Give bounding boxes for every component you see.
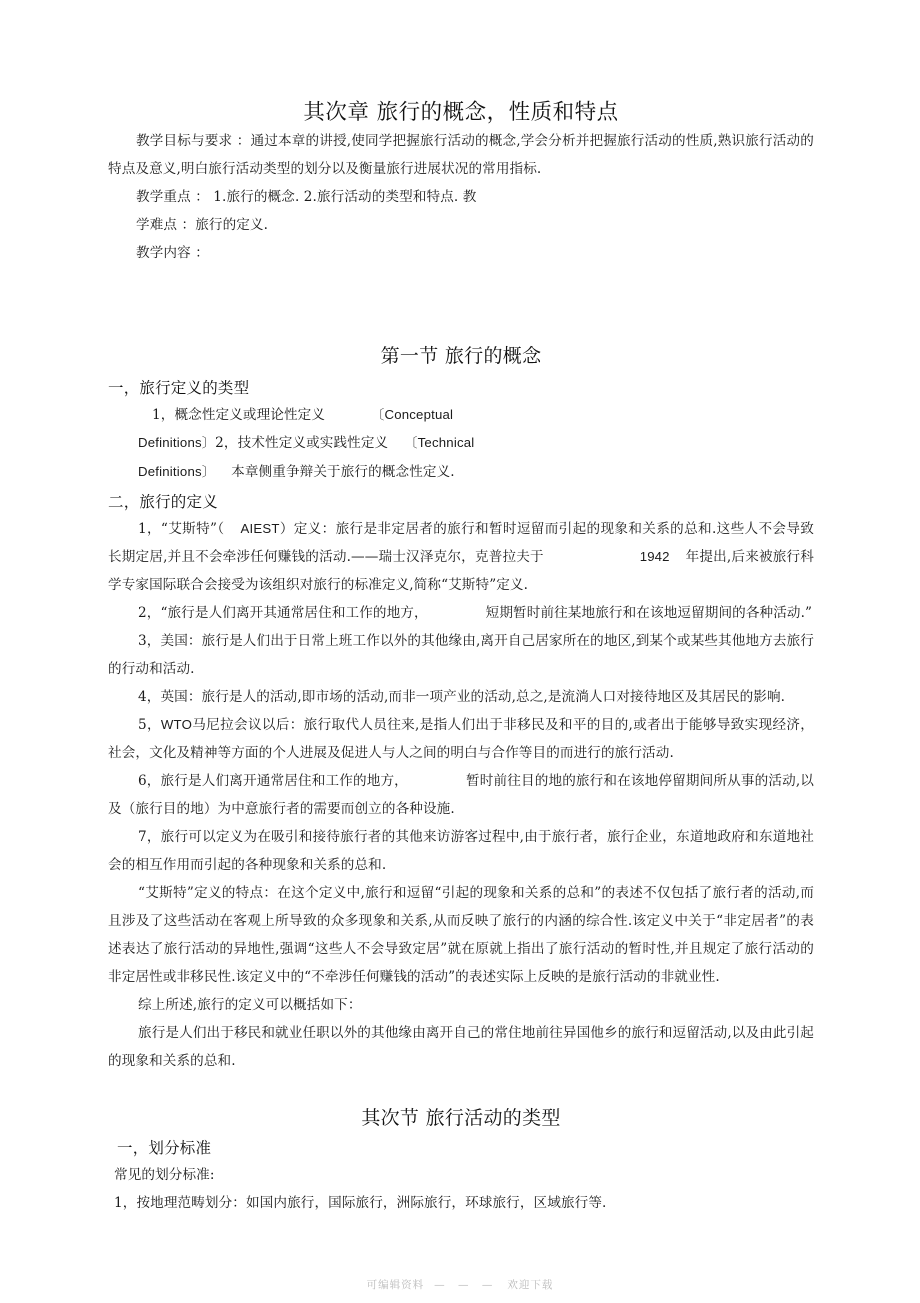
technical-bracket-close: Definitions〕: [138, 463, 216, 479]
wto-body: 马尼拉会议以后：旅行取代人员往来,是指人们出于非移民及和平的目的,或者出于能够导致实现经济，社会，文化及精神等方面的个人进展及促进人与人之间的明白与合作等目的而进行的旅行活动.: [108, 717, 814, 762]
paragraph-criteria-item-1: 1，按地理范畴划分：如国内旅行，国际旅行，洲际旅行，环球旅行，区域旅行等.: [114, 1194, 607, 1211]
wto-prefix: 5，: [138, 717, 161, 734]
paragraph-summary-body: 旅行是人们出于移民和就业任职以外的其他缘由离开自己的常住地前往异国他乡的旅行和逗留活动,以及由此引起的现象和关系的总和.: [108, 1025, 814, 1070]
definition-types-block: [108, 401, 814, 487]
subsection-heading-1-2: 二，旅行的定义: [108, 493, 218, 512]
section-title-1: 第一节 旅行的概念: [380, 345, 542, 368]
footer-left-text: 可编辑资料: [366, 1279, 425, 1291]
definition-item-2: [108, 599, 814, 627]
aiest-year: 1942: [639, 549, 670, 565]
technical-bracket-open: 〔Technical: [404, 435, 475, 451]
definition-item-wto: [108, 711, 814, 767]
spacer: [108, 267, 814, 301]
definition-item-uk: 4，英国：旅行是人的活动,即市场的活动,而非一项产业的活动,总之,是流淌人口对接待地区及其居民的影响.: [138, 689, 786, 706]
definition-item-7: 7，旅行可以定义为在吸引和接待旅行者的其他来访游客过程中,由于旅行者，旅行企业，东道地政府和东道地社会的相互作用而引起的各种现象和关系的总和.: [108, 829, 814, 874]
document-body: [108, 0, 814, 1217]
aiest-tail: 年提出,后来被旅行科学专家国际联合会接受为该组织对旅行的标准定义,简称“艾斯特”定义.: [108, 549, 814, 594]
definition-type-2-label: 2，技术性定义或实践性定义: [215, 435, 389, 452]
definition-6-body: 暂时前往目的地的旅行和在该地停留期间所从事的活动,以及（旅行目的地）为中意旅行者的需要而创立的各种设施.: [108, 773, 814, 818]
definition-6-prefix: 6，旅行是人们离开通常居住和工作的地方，: [138, 773, 408, 790]
subsection-heading-2-1: 一，划分标准: [117, 1138, 212, 1157]
wto-acronym: WTO: [160, 717, 193, 733]
section-title-2: 其次节 旅行活动的类型: [361, 1107, 561, 1130]
page-title: 其次章 旅行的概念，性质和特点: [303, 100, 619, 125]
paragraph-aiest-analysis: “艾斯特”定义的特点：在这个定义中,旅行和逗留“引起的现象和关系的总和”的表述不仅包括了旅行者的活动,而且涉及了这些活动在客观上所导致的众多现象和关系,从而反映了旅行的内涵的综合性.该定义中关于“非定居者”的表述表达了旅行活动的异地性,强调“这些人不会导致定居”就在原就上指出了旅行活动的暂时性,并且规定了旅行活动的非定居性或非移民性.该定义中的“不牵涉任何赚钱的活动”的表述实际上反映的是旅行活动的非就业性.: [108, 885, 814, 986]
paragraph-teaching-difficulty: 学难点 ：旅行的定义.: [136, 217, 269, 234]
aiest-acronym: AIEST: [240, 521, 280, 537]
paragraph-teaching-content: 教学内容 ：: [136, 245, 209, 262]
conceptual-bracket-open: 〔Conceptual: [371, 406, 454, 422]
definition-item-aiest: [108, 515, 814, 599]
aiest-body: ）定义：旅行是非定居者的旅行和暂时逗留而引起的现象和关系的总和.这些人不会导致长期定居,并且不会牵涉任何赚钱的活动.——瑞士汉泽克尔，克普拉夫于: [108, 521, 814, 566]
aiest-prefix: 1，“艾斯特”（: [138, 521, 225, 538]
footer-dashes: — — —: [434, 1279, 498, 1291]
definition-item-usa: 3，美国：旅行是人们出于日常上班工作以外的其他缘由,离开自己居家所在的地区,到某个或某些其他地方去旅行的行动和活动.: [108, 633, 814, 678]
definition-2-body: 短期暂时前往某地旅行和在该地逗留期间的各种活动.”: [485, 605, 813, 622]
definition-type-note: 本章侧重争辩关于旅行的概念性定义.: [231, 463, 455, 480]
paragraph-criteria-lead: 常见的划分标准:: [114, 1166, 215, 1183]
footer-right-text: 欢迎下载: [507, 1279, 554, 1291]
definition-item-6: [108, 767, 814, 823]
definition-type-1-label: 1，概念性定义或理论性定义: [152, 406, 326, 423]
page-footer: [0, 1277, 920, 1292]
definition-type-line-1: [138, 401, 814, 430]
definition-2-prefix: 2，“旅行是人们离开其通常居住和工作的地方，: [138, 605, 428, 622]
paragraph-teaching-focus: 教学重点 ： 1.旅行的概念. 2.旅行活动的类型和特点. 教: [136, 189, 477, 206]
subsection-heading-1-1: 一，旅行定义的类型: [108, 378, 250, 397]
conceptual-bracket-close: Definitions〕: [138, 435, 216, 451]
paragraph-teaching-objective: 教学目标与要求 ：通过本章的讲授,使同学把握旅行活动的概念,学会分析并把握旅行活动的性质,熟识旅行活动的特点及意义,明白旅行活动类型的划分以及衡量旅行进展状况的常用指标.: [108, 133, 814, 178]
paragraph-summary-lead: 综上所述,旅行的定义可以概括如下：: [138, 997, 362, 1014]
definition-type-line-3: [138, 458, 814, 487]
definition-type-line-2: [138, 429, 814, 458]
